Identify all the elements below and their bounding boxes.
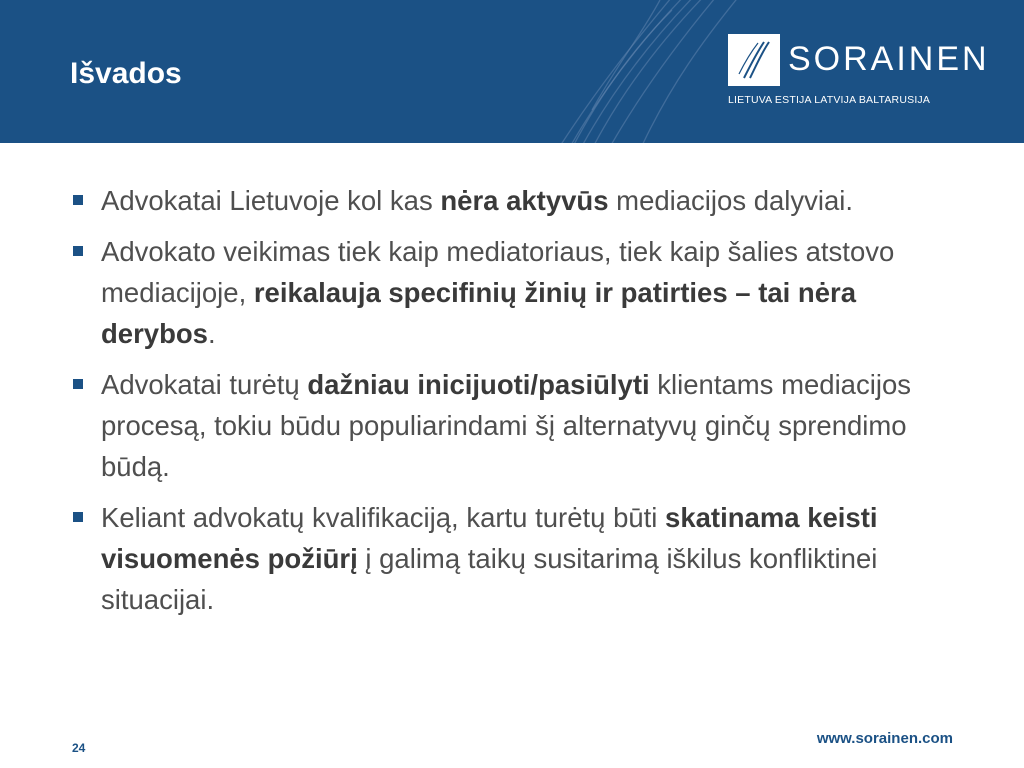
square-bullet-icon	[73, 512, 83, 522]
bullet-text-segment: Advokatai turėtų	[101, 369, 308, 400]
square-bullet-icon	[73, 379, 83, 389]
page-number: 24	[72, 741, 86, 755]
decorative-swoosh-graphic	[500, 0, 760, 143]
bullet-text-segment: Keliant advokatų kvalifikaciją, kartu turėtų būti	[101, 502, 666, 533]
slide-title: Išvados	[70, 57, 182, 90]
square-bullet-icon	[73, 246, 83, 256]
bullet-text-segment: klientams mediacijos procesą, tokiu būdu populiarindami šį alternatyvų ginčų sprendimo būdą.	[101, 369, 911, 482]
bullet-emphasis: skatinama keisti visuomenės požiūrį	[101, 502, 878, 574]
sorainen-wordmark: SORAINEN	[788, 40, 990, 78]
sorainen-logo-mark-icon	[728, 34, 780, 86]
conclusion-bullet-list	[72, 180, 962, 630]
bullet-emphasis: nėra aktyvūs	[440, 185, 609, 216]
bullet-emphasis: reikalauja specifinių žinių ir patirties – tai nėra derybos	[101, 277, 857, 349]
sorainen-logo	[728, 34, 990, 110]
slide-header	[0, 0, 1024, 143]
bullet-item	[72, 180, 962, 221]
bullet-text-segment: Advokatai Lietuvoje kol kas	[101, 185, 441, 216]
bullet-text-segment: į galimą taikų susitarimą iškilus konfliktinei situacijai.	[101, 543, 878, 615]
bullet-text-segment: .	[207, 318, 216, 349]
bullet-emphasis: dažniau inicijuoti/pasiūlyti	[307, 369, 650, 400]
bullet-item	[72, 497, 962, 620]
bullet-text-segment: Advokato veikimas tiek kaip mediatoriaus, tiek kaip šalies atstovo mediacijoje,	[101, 236, 895, 308]
bullet-item	[72, 364, 962, 487]
logo-country-list: LIETUVA ESTIJA LATVIJA BALTARUSIJA	[728, 94, 931, 106]
bullet-item	[72, 231, 962, 354]
bullet-text-segment: mediacijos dalyviai.	[608, 185, 854, 216]
square-bullet-icon	[73, 195, 83, 205]
website-link[interactable]: www.sorainen.com	[816, 730, 953, 747]
